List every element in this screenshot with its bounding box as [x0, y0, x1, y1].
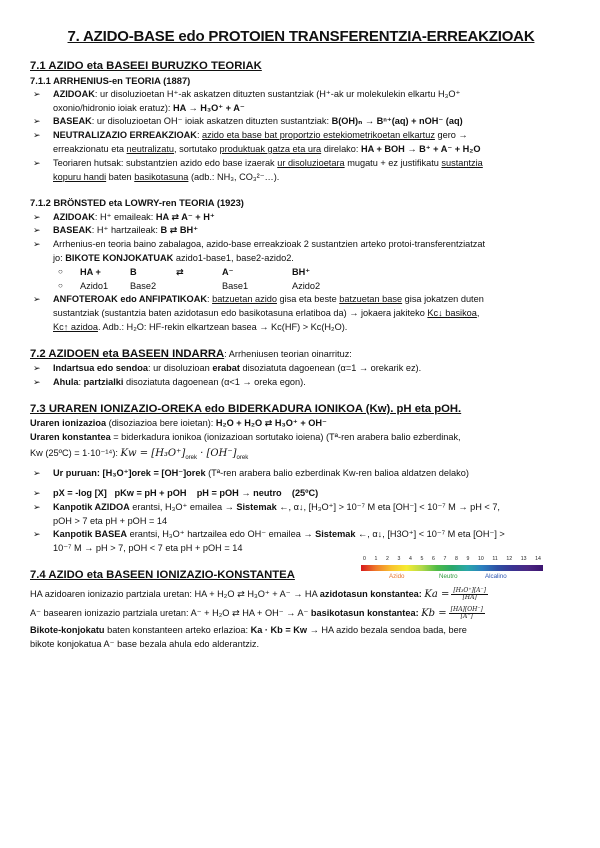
kb-fraction: [449, 607, 485, 621]
ph-tick-label: 6: [432, 556, 435, 562]
ka-fraction: [451, 588, 488, 602]
text: erabat: [212, 362, 240, 373]
text: erantsi, H₃O⁺ hartzailea edo OH⁻ emailea →: [127, 529, 316, 540]
text: oxonio/hidronio ioiak eratuz):: [53, 102, 174, 113]
text: : ur disoluzioan: [147, 362, 213, 373]
text: Kw (25ºC) = 1·10⁻¹⁴):: [30, 448, 121, 459]
text: partzialki: [83, 376, 124, 387]
text: mugatu + ez justifikatu: [344, 157, 442, 168]
arrow-bullet-icon: ➢: [33, 116, 41, 127]
text: 10⁻⁷ M → pH > 7, pOH < 7 eta pH + pOH = 14: [53, 543, 243, 554]
term: Kanpotik BASEA: [53, 529, 128, 540]
arrow-bullet-icon: ➢: [33, 529, 41, 540]
list-item: [30, 224, 572, 238]
pair-cell: B: [130, 266, 137, 277]
equation: HA ⇄ A⁻ + H⁺: [155, 211, 215, 222]
paragraph: [30, 446, 572, 463]
paragraph: [30, 638, 572, 652]
ph-scale: [361, 556, 543, 581]
circle-bullet-icon: ○: [58, 266, 63, 276]
equation: HA → H₃O⁺ + A⁻: [173, 102, 245, 113]
text: Arrhenius-en teoria baino zabalagoa, azido-base erreakzioak 2 sustantzien arteko protoi-transferentziatzat: [53, 239, 486, 250]
list-item: [30, 238, 572, 266]
equation: H₂O + H₂O ⇄ H₃O⁺ + OH⁻: [215, 417, 327, 428]
term: Indartsua edo sendoa: [53, 362, 148, 373]
section-7-2-heading-line: [30, 347, 572, 362]
text: : H⁺ emaileak:: [94, 211, 156, 222]
equation: [H₃O⁺]orek = [OH⁻]orek: [102, 468, 206, 479]
text: A⁻ basearen ionizazio partziala uretan: A⁻ + H₂O ⇄ HA + OH⁻ → A⁻: [30, 608, 311, 619]
arrow-bullet-icon: ➢: [33, 294, 41, 305]
list-item: [30, 362, 572, 376]
ph-label-acid: Azido: [389, 572, 405, 580]
text: :: [78, 376, 84, 387]
text: : ur disoluzioetan H⁺-ak askatzen dituzten sustantziak (H⁺-ak ur molekulekin elkartu H₃O⁺: [94, 88, 461, 99]
paragraph: [30, 431, 572, 445]
numerator: [H₃O⁺][A⁻]: [453, 586, 487, 594]
ph-tick-label: 12: [506, 556, 513, 562]
text: gisa jokatzen duten: [402, 294, 484, 305]
subscript: orek: [185, 455, 197, 462]
text: erantsi, H₃O⁺ emailea →: [129, 501, 237, 512]
arrow-bullet-icon: ➢: [33, 239, 41, 250]
text: :: [206, 294, 213, 305]
numerator: [HA][OH⁻]: [450, 605, 483, 613]
equation: B ⇄ BH⁺: [160, 225, 199, 236]
list-item: [30, 501, 572, 529]
section-7-1-heading: 7.1 AZIDO eta BASEEI BURUZKO TEORIAK: [30, 59, 262, 72]
text: = biderkadura ionikoa (ionizazioan sortutako ioiena) (Tª-ren arabera balio ezberdinak,: [110, 431, 461, 442]
list-item: [30, 88, 572, 116]
denominator: [HA]: [462, 594, 477, 602]
ph-tick-label: 8: [455, 556, 458, 562]
term: NEUTRALIZAZIO ERREAKZIOAK: [53, 130, 197, 141]
list-item: [30, 115, 572, 129]
text: sustantzia: [441, 157, 483, 168]
text: jo:: [53, 252, 66, 263]
text: basikotasuna: [134, 171, 189, 182]
ph-tick-label: 3: [397, 556, 401, 562]
section-7-4-heading: 7.4 AZIDO eta BASEEN IONIZAZIO-KONSTANTEA: [30, 569, 295, 582]
pair-cell: A⁻: [222, 266, 234, 277]
arrow-bullet-icon: ➢: [33, 488, 41, 499]
text: , sortutako: [174, 144, 220, 155]
text: azido eta base bat proportzio estekiometrikoetan elkartuz: [202, 130, 435, 141]
text: neutralizatu: [126, 144, 175, 155]
term: AZIDOAK: [53, 211, 95, 222]
pair-cell: Azido1: [80, 280, 109, 291]
text: HA azidoaren ionizazio partziala uretan: HA + H₂O ⇄ H₃O⁺ + A⁻ → HA: [30, 589, 320, 600]
equation: B(OH)ₙ → Bⁿ⁺(aq) + nOH⁻ (aq): [331, 116, 463, 127]
equation: pX = -log [X] pKw = pH + pOH pH = pOH → neutro (25ºC): [53, 488, 319, 499]
paragraph: [30, 624, 572, 638]
text: disoziatuta dagoenean (α=1 → orekarik ez).: [239, 362, 422, 373]
ka-formula: Ka =: [424, 589, 450, 601]
ph-label-neutral: Neutro: [439, 572, 458, 580]
ph-tick-label: 13: [520, 556, 527, 562]
text: ,: [476, 308, 480, 319]
term: Uraren ionizazioa: [30, 417, 107, 428]
text: baten konstanteen arteko erlazioa:: [104, 625, 251, 636]
list-item: [30, 211, 572, 225]
list-item: [30, 487, 572, 501]
text: gero →: [434, 130, 468, 141]
ph-tick-label: 14: [535, 556, 541, 562]
arrow-bullet-icon: ➢: [33, 501, 41, 512]
text: : H⁺ hartzaileak:: [91, 225, 161, 236]
ph-tick-label: 5: [420, 556, 424, 562]
ph-tick-label: 10: [478, 556, 484, 562]
text: → HA azido bezala sendoa bada, bere: [307, 625, 467, 636]
term: Ahula: [53, 376, 79, 387]
equation: HA + BOH → B⁺ + A⁻ + H₂O: [361, 144, 481, 155]
list-item: [30, 467, 572, 481]
term: Ur puruan:: [53, 468, 103, 479]
pair-cell: Base2: [130, 280, 157, 291]
section-7-3-heading: 7.3 URAREN IONIZAZIO-OREKA edo BIDERKADURA IONIKOA (Kw). pH eta pOH.: [30, 402, 462, 415]
section-7-1-1-heading: 7.1.1 ARRHENIUS-en TEORIA (1887): [30, 74, 191, 86]
page-title: 7. AZIDO-BASE edo PROTOIEN TRANSFERENTZIA-ERREAKZIOAK: [67, 28, 535, 45]
text: kopuru handi: [53, 171, 107, 182]
text: direlako:: [321, 144, 361, 155]
list-item: ➢ NEUTRALIZAZIO ERREAKZIOAK: azido eta base bat proportzio estekiometrikoetan elkartuz gero → erreakzionatu eta neutralizatu, sortutako produktuak gatza eta ura direlako: HA + BOH → B⁺ + A⁻ + H₂O: [30, 129, 572, 157]
term: Uraren konstantea: [30, 431, 111, 442]
section-7-2-heading: 7.2 AZIDOEN eta BASEEN INDARRA: [30, 347, 225, 360]
arrow-bullet-icon: ➢: [33, 362, 41, 373]
text: Sistemak: [236, 501, 277, 512]
pair-cell: [176, 280, 222, 294]
arrow-bullet-icon: ➢: [33, 468, 41, 479]
text: baten: [106, 171, 135, 182]
subscript: orek: [236, 455, 249, 462]
text: bikote konjokatua A⁻ base bezala ahula edo alderantziz.: [30, 639, 260, 650]
term: ANFOTEROAK edo ANFIPATIKOAK: [53, 294, 207, 305]
term: AZIDOAK: [53, 88, 95, 99]
ph-tick-label: 4: [409, 556, 412, 562]
term: basikotasun konstantea:: [310, 608, 419, 619]
text: . Adb.: H₂O: HF-rekin elkartzean basea → Kc(HF) > Kc(H₂O).: [97, 321, 348, 332]
term: azidotasun konstantea:: [319, 589, 422, 600]
text: gisa eta beste: [276, 294, 340, 305]
pair-cell: ⇄: [176, 266, 184, 277]
pair-cell: Base1: [222, 280, 249, 291]
arrow-bullet-icon: ➢: [33, 225, 41, 236]
conjugate-pair-row: [30, 266, 572, 280]
paragraph: [30, 417, 572, 431]
text: batzuetan azido: [212, 294, 277, 305]
pair-cell: BH⁺: [292, 266, 311, 277]
list-item: [30, 293, 572, 334]
text: produktuak gatza eta ura: [219, 144, 322, 155]
text: Kc↓ basikoa: [427, 308, 477, 319]
text: erreakzionatu eta: [53, 144, 127, 155]
text: Teoriaren hutsak: substantzien azido edo base izaerak: [53, 157, 278, 168]
arrow-bullet-icon: ➢: [33, 130, 41, 141]
ph-label-base: Alcalino: [485, 572, 507, 580]
text: Kc↑ azidoa: [53, 321, 98, 332]
paragraph: [30, 587, 572, 602]
text: batzuetan base: [339, 294, 403, 305]
equation: Ka · Kb = Kw: [250, 625, 308, 636]
term: BIKOTE KONJOKATUAK: [65, 252, 174, 263]
text: ur disoluzioetara: [277, 157, 345, 168]
arrow-bullet-icon: ➢: [33, 88, 41, 99]
text: (Tª-ren arabera balio ezberdinak Kw-ren balioa aldatzen delako): [205, 468, 469, 479]
text: (disoziazioa bere ioietan):: [106, 417, 216, 428]
conjugate-pair-row: [30, 280, 572, 294]
text: pOH > 7 eta pH + pOH = 14: [53, 515, 168, 526]
ph-tick-label: 2: [386, 556, 389, 562]
term: Bikote-konjokatu: [30, 625, 105, 636]
kw-formula: · [OH⁻]: [196, 448, 237, 460]
denominator: [A⁻]: [460, 613, 473, 621]
list-item: [30, 528, 572, 556]
kw-formula: Kw = [H₃O⁺]: [120, 448, 186, 460]
section-7-1-2-heading: 7.1.2 BRÖNSTED eta LOWRY-ren TEORIA (1923): [30, 197, 244, 209]
arrow-bullet-icon: ➢: [33, 376, 41, 387]
ph-tick-label: 11: [492, 556, 498, 562]
ph-scale-labels: [361, 571, 543, 581]
text: Sistemak: [315, 529, 356, 540]
ph-tick-label: 7: [443, 556, 447, 562]
text: (adb.: NH₃, CO₃²⁻…).: [188, 171, 280, 182]
term: Kanpotik AZIDOA: [53, 501, 130, 512]
pair-cell: HA +: [80, 266, 101, 277]
ph-tick-label: 1: [374, 556, 378, 562]
arrow-bullet-icon: ➢: [33, 211, 41, 222]
text: : ur disoluzioetan OH⁻ ioiak askatzen dituzten sustantziak:: [91, 116, 332, 127]
ph-tick-label: 0: [363, 556, 366, 562]
circle-bullet-icon: ○: [58, 280, 63, 290]
kb-formula: Kb =: [421, 608, 447, 620]
paragraph: [30, 606, 572, 621]
pair-cell: Azido2: [292, 280, 321, 291]
text: sustantziak (sustantzia baten azidotasun edo basikotasuna erlatiboa da) → jokaera jakiteko: [53, 308, 428, 319]
term: BASEAK: [53, 116, 92, 127]
ph-scale-numbers: [361, 556, 543, 564]
text: ←, α↓, [H3O⁺] < 10⁻⁷ M eta [OH⁻] >: [355, 529, 505, 540]
text: disoziatuta dagoenean (α<1 → oreka egon).: [123, 376, 306, 387]
text: ←, α↓, [H₃O⁺] > 10⁻⁷ M eta [OH⁻] < 10⁻⁷ M → pH < 7,: [276, 501, 500, 512]
text: azido1-base1, base2-azido2.: [173, 252, 294, 263]
text: : Arrheniusen teorian oinarrituz:: [224, 348, 352, 359]
term: BASEAK: [53, 225, 92, 236]
list-item: [30, 376, 572, 390]
ph-tick-label: 9: [466, 556, 470, 562]
list-item: [30, 157, 572, 185]
arrow-bullet-icon: ➢: [33, 157, 41, 168]
